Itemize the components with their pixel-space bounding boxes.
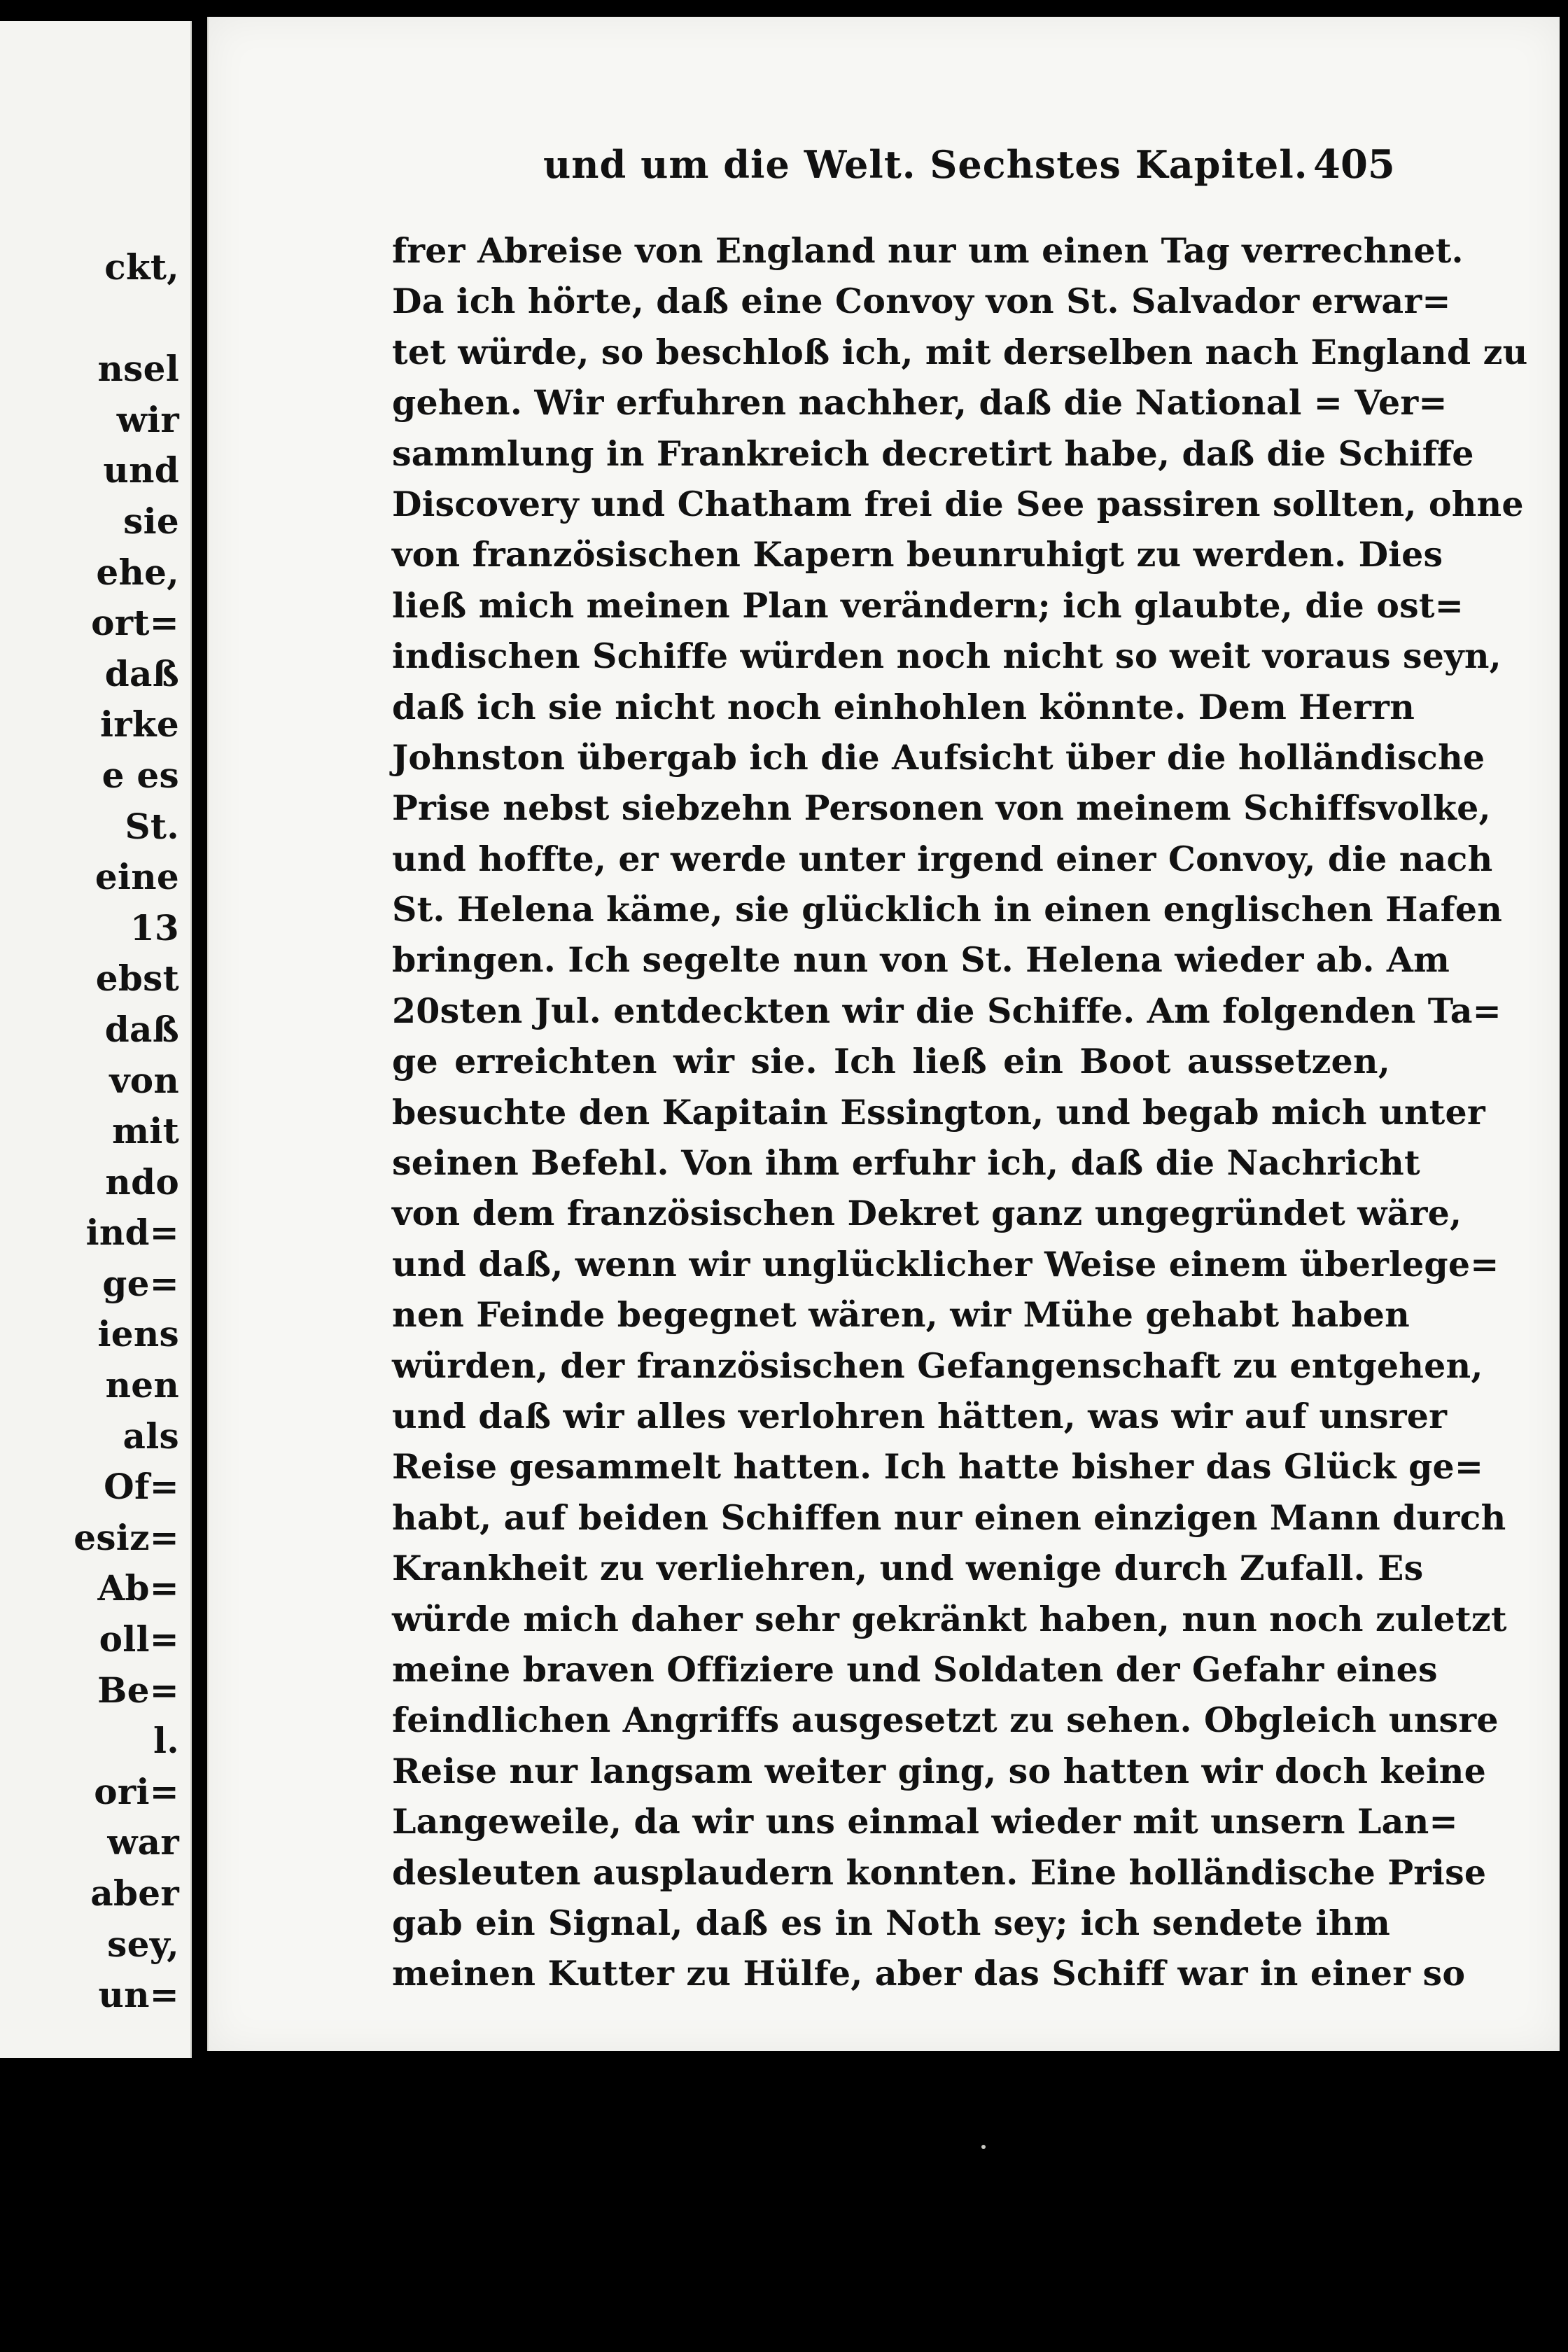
left-page-fragment: ort= [91,602,179,644]
left-page-fragment: als [122,1415,179,1457]
left-page-fragment: St. [125,805,179,847]
text-line: meine braven Offiziere und Soldaten der Gefahr eines [392,1648,1438,1690]
left-page-fragment: Of= [104,1466,179,1508]
text-line: sammlung in Frankreich decretirt habe, daß die Schiffe [392,433,1474,474]
text-line: Reise nur langsam weiter ging, so hatten wir doch keine [392,1750,1486,1791]
text-line: besuchte den Kapitain Essington, und begab mich unter [392,1091,1485,1133]
left-page-fragment: und [103,449,179,491]
text-line: und hoffte, er werde unter irgend einer Convoy, die nach [392,838,1493,879]
left-page-fragment: sie [123,500,179,542]
left-page-fragment: oll= [99,1618,179,1660]
left-page-fragment: irke [100,704,179,746]
text-line: Johnston übergab ich die Aufsicht über die holländische [392,736,1485,778]
text-line: bringen. Ich segelte nun von St. Helena wieder ab. Am [392,939,1450,981]
left-page-fragment: aber [90,1872,179,1914]
left-page [0,21,192,2058]
left-page-fragment: eine [94,856,179,898]
text-line: gehen. Wir erfuhren nachher, daß die National = Ver= [392,382,1448,424]
text-line: von dem französischen Dekret ganz ungegründet wäre, [392,1193,1462,1234]
left-page-text-fragments [74,242,179,2021]
text-line: Prise nebst siebzehn Personen von meinem Schiffsvolke, [392,788,1491,829]
text-line: daß ich sie nicht noch einhohlen könnte. Dem Herrn [392,686,1415,727]
left-page-fragment: iens [97,1313,179,1355]
left-page-fragment: nen [105,1364,179,1406]
text-line: indischen Schiffe würden noch nicht so weit voraus seyn, [392,636,1502,677]
left-page-fragment: 13 [130,906,179,948]
text-line: desleuten ausplaudern konnten. Eine holländische Prise [392,1851,1487,1893]
left-page-fragment: ind= [85,1212,179,1254]
text-line: habt, auf beiden Schiffen nur einen einzigen Mann durch [392,1497,1506,1538]
left-page-fragment: war [107,1821,179,1863]
text-line: Reise gesammelt hatten. Ich hatte bisher das Glück ge= [392,1446,1484,1488]
left-page-fragment: esiz= [74,1516,179,1558]
text-line: ge erreichten wir sie. Ich ließ ein Boot aussetzen, [392,1041,1390,1082]
text-line: frer Abreise von England nur um einen Tag verrechnet. [392,230,1464,271]
running-head-title: und um die Welt. Sechstes Kapitel. [543,142,1308,187]
text-line: ließ mich meinen Plan verändern; ich glaubte, die ost= [392,584,1464,626]
body-text [392,225,1528,1999]
left-page-fragment: nsel [97,348,179,390]
left-page-fragment: ori= [94,1770,179,1812]
text-line: würde mich daher sehr gekränkt haben, nun noch zuletzt [392,1598,1507,1639]
left-page-fragment: Be= [97,1669,179,1711]
left-page-fragment: ndo [105,1161,179,1203]
left-page-fragment: ge= [102,1262,179,1304]
left-page-fragment: daß [104,652,179,694]
text-line: nen Feinde begegnet wären, wir Mühe gehabt haben [392,1294,1410,1336]
text-line: und daß, wenn wir unglücklicher Weise einem überlege= [392,1243,1499,1284]
text-line: Langeweile, da wir uns einmal wieder mit unsern Lan= [392,1801,1458,1842]
left-page-fragment: Ab= [97,1567,179,1609]
left-page-fragment: von [109,1059,179,1101]
left-page-fragment: daß [104,1008,179,1050]
page-number: 405 [1313,141,1395,188]
text-line: meinen Kutter zu Hülfe, aber das Schiff war in einer so [392,1953,1466,1994]
paper-speck [981,2145,986,2149]
running-head [329,137,1395,192]
text-line: tet würde, so beschloß ich, mit derselben nach England zu [392,331,1528,372]
text-line: 20sten Jul. entdeckten wir die Schiffe. Am folgenden Ta= [392,990,1502,1031]
left-page-fragment: wir [116,398,179,440]
left-page-fragment [74,293,179,344]
left-page-fragment: e es [102,754,179,796]
text-line: von französischen Kapern beunruhigt zu werden. Dies [392,534,1443,575]
left-page-fragment: ckt, [104,246,179,288]
left-page-fragment: ehe, [96,551,179,593]
left-page-fragment: ebst [95,958,179,1000]
left-page-fragment: l. [153,1720,179,1762]
left-page-fragment: mit [112,1110,179,1152]
text-line: gab ein Signal, daß es in Noth sey; ich sendete ihm [392,1902,1390,1943]
text-line: würden, der französischen Gefangenschaft zu entgehen, [392,1345,1483,1386]
left-page-fragment: un= [98,1974,179,2016]
text-line: und daß wir alles verlohren hätten, was wir auf unsrer [392,1395,1448,1436]
text-line: Da ich hörte, daß eine Convoy von St. Salvador erwar= [392,281,1451,322]
left-page-fragment: sey, [107,1923,179,1965]
text-line: Discovery und Chatham frei die See passiren sollten, ohne [392,483,1524,524]
text-line: feindlichen Angriffs ausgesetzt zu sehen. Obgleich unsre [392,1700,1499,1741]
text-line: St. Helena käme, sie glücklich in einen englischen Hafen [392,889,1503,930]
text-line: Krankheit zu verliehren, und wenige durch Zufall. Es [392,1548,1424,1589]
text-line: seinen Befehl. Von ihm erfuhr ich, daß die Nachricht [392,1142,1420,1184]
